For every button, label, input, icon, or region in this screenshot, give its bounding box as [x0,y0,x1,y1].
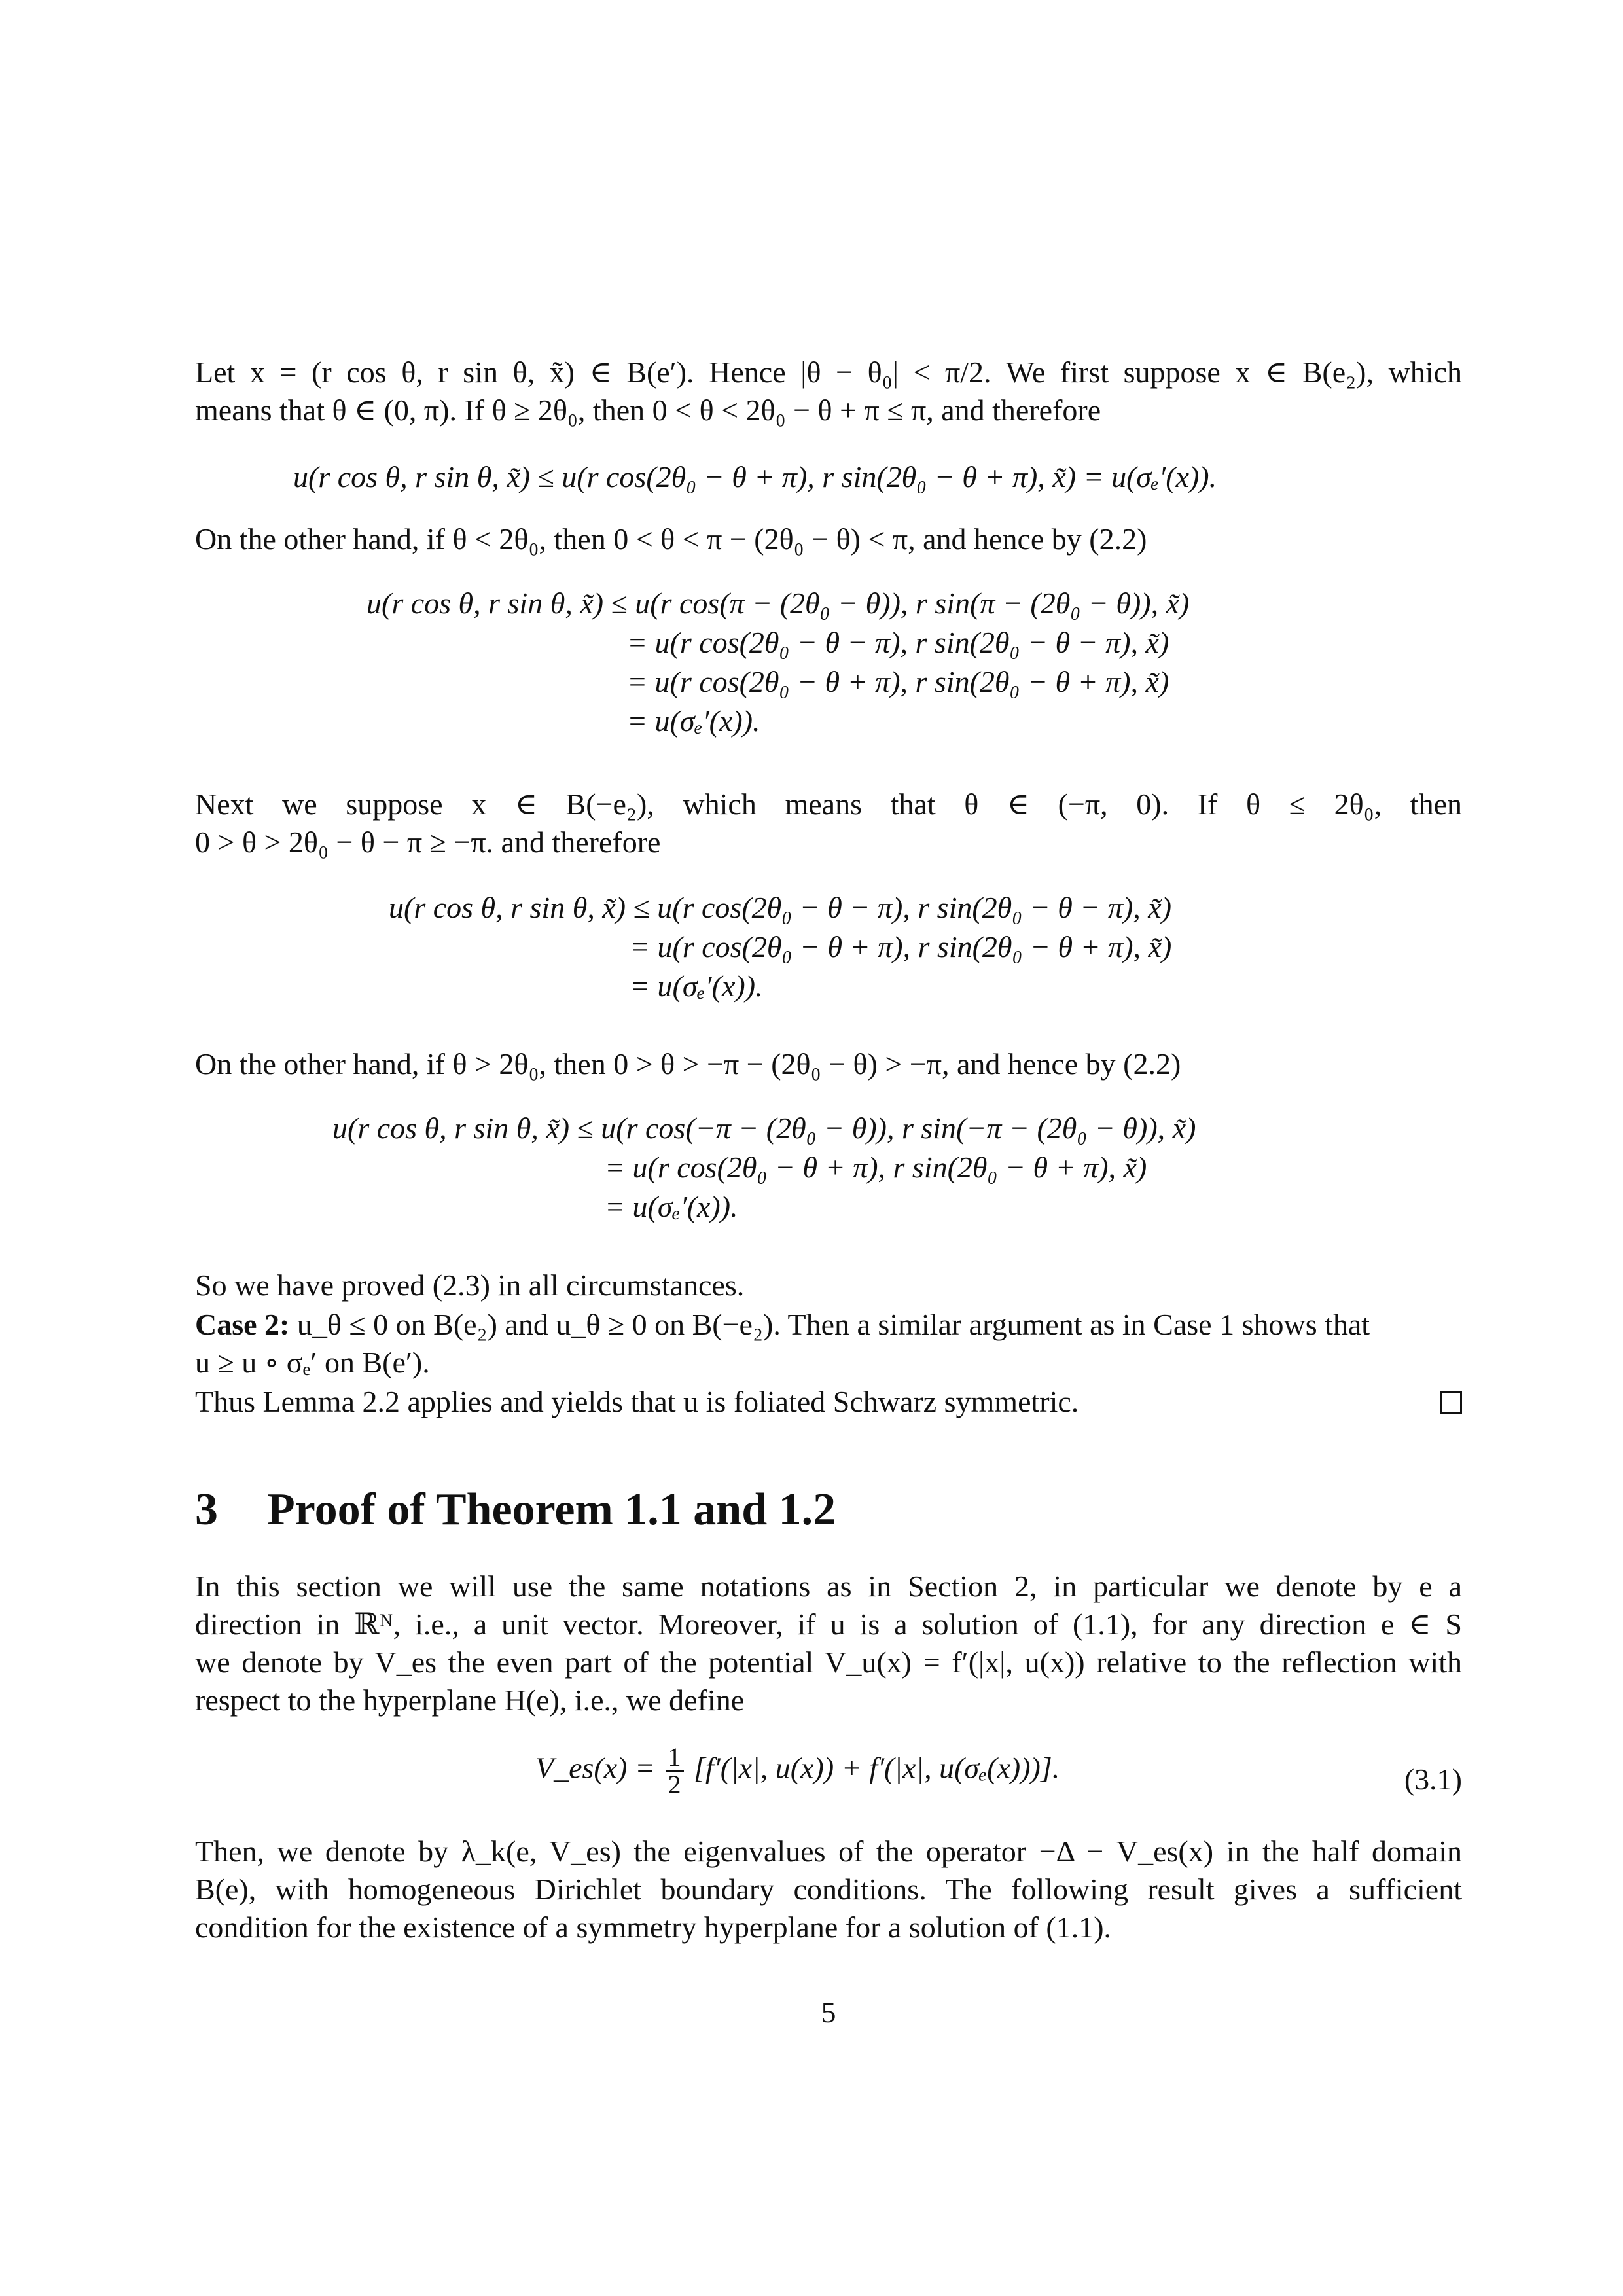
case2-label: Case 2: [195,1308,290,1341]
qed-box-icon [1440,1391,1462,1414]
eq5-rhs: [f′(|x|, u(x)) + f′(|x|, u(σₑ(x)))]. [694,1751,1060,1785]
para3-line1: Next we suppose x ∈ B(−e₂), which means that θ ∈ (−π, 0). If θ ≤ 2θ₀, then [195,787,1462,821]
para2: On the other hand, if θ < 2θ₀, then 0 < θ < π − (2θ₀ − θ) < π, and hence by (2.2) [195,522,1147,556]
para1-line1: Let x = (r cos θ, r sin θ, x̃) ∈ B(e′). Hence |θ − θ₀| < π/2. We first suppose x ∈ B(e₂), which [195,355,1462,389]
para7-line3: we denote by V_es the even part of the potential V_u(x) = f′(|x|, u(x)) relative to the reflection with [195,1645,1462,1679]
para7-line2: direction in ℝᴺ, i.e., a unit vector. Moreover, if u is a solution of (1.1), for any direction e ∈ S [195,1607,1462,1641]
eq5-fraction [666,1744,684,1798]
equation-4-line2: = u(r cos(2θ₀ − θ + π), r sin(2θ₀ − θ + π), x̃) [605,1151,1147,1184]
paper-page [195,0,1462,2296]
para5: So we have proved (2.3) in all circumstances. [195,1268,745,1302]
para7-line4: respect to the hyperplane H(e), i.e., we define [195,1683,745,1717]
para4: On the other hand, if θ > 2θ₀, then 0 > θ > −π − (2θ₀ − θ) > −π, and hence by (2.2) [195,1047,1181,1081]
section-title: Proof of Theorem 1.1 and 1.2 [267,1484,836,1535]
case2-line2: u ≥ u ∘ σₑ′ on B(e′). [195,1346,430,1379]
para8-line2: B(e), with homogeneous Dirichlet boundary conditions. The following result gives a sufficient [195,1873,1462,1906]
page-number: 5 [821,1996,836,2029]
para3-line2: 0 > θ > 2θ₀ − θ − π ≥ −π. and therefore [195,825,661,859]
section-number: 3 [195,1484,218,1535]
equation-3-line1: u(r cos θ, r sin θ, x̃) ≤ u(r cos(2θ₀ − θ − π), r sin(2θ₀ − θ − π), x̃) [389,891,1172,924]
equation-2-line4: = u(σₑ′(x)). [627,704,760,738]
para7-line1: In this section we will use the same notations as in Section 2, in particular we denote by e a [195,1570,1462,1603]
equation-number: (3.1) [1404,1763,1462,1796]
equation-2-line3: = u(r cos(2θ₀ − θ + π), r sin(2θ₀ − θ + π), x̃) [627,665,1169,698]
equation-1: u(r cos θ, r sin θ, x̃) ≤ u(r cos(2θ₀ − θ + π), r sin(2θ₀ − θ + π), x̃) = u(σₑ′(x)). [293,460,1217,493]
equation-4-line1: u(r cos θ, r sin θ, x̃) ≤ u(r cos(−π − (2θ₀ − θ)), r sin(−π − (2θ₀ − θ)), x̃) [332,1111,1196,1145]
para8-line1: Then, we denote by λ_k(e, V_es) the eigenvalues of the operator −Δ − V_es(x) in the half domain [195,1835,1462,1868]
equation-2-line2: = u(r cos(2θ₀ − θ − π), r sin(2θ₀ − θ − π), x̃) [627,626,1169,659]
para8-line3: condition for the existence of a symmetry hyperplane for a solution of (1.1). [195,1910,1112,1944]
section-heading [195,1482,836,1537]
eq5-lhs: V_es(x) = [535,1751,656,1785]
eq5-numerator: 1 [666,1744,684,1772]
equation-3-line2: = u(r cos(2θ₀ − θ + π), r sin(2θ₀ − θ + π), x̃) [630,930,1172,963]
eq5-denominator: 2 [668,1770,681,1799]
case2-line1 [195,1306,1370,1344]
equation-2-line1: u(r cos θ, r sin θ, x̃) ≤ u(r cos(π − (2θ₀ − θ)), r sin(π − (2θ₀ − θ)), x̃) [366,586,1190,620]
equation-4-line3: = u(σₑ′(x)). [605,1190,738,1223]
para6: Thus Lemma 2.2 applies and yields that u is foliated Schwarz symmetric. [195,1385,1079,1418]
equation-3-1 [535,1744,1060,1798]
equation-3-line3: = u(σₑ′(x)). [630,969,763,1003]
para1-line2: means that θ ∈ (0, π). If θ ≥ 2θ₀, then 0 < θ < 2θ₀ − θ + π ≤ π, and therefore [195,393,1101,427]
case2-text: u_θ ≤ 0 on B(e₂) and u_θ ≥ 0 on B(−e₂). Then a similar argument as in Case 1 shows that [296,1308,1370,1341]
